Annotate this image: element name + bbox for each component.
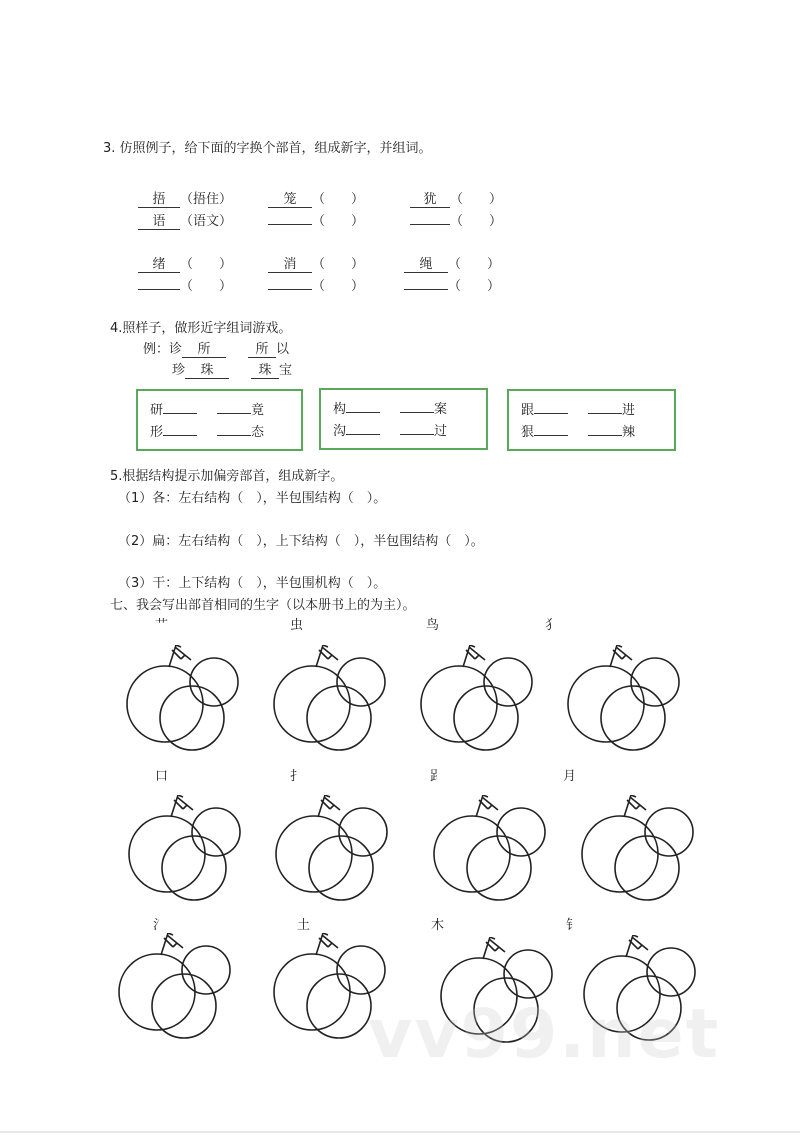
q3-row3-item2 — [268, 253, 364, 273]
q3-row4-item3 — [404, 275, 500, 294]
radical-label: 扌 — [290, 769, 304, 784]
q4-box-blank[interactable] — [400, 412, 434, 413]
radical-label: 𧾷 — [430, 769, 444, 784]
q4-title: 4.照样子，做形近字组词游戏。 — [110, 321, 292, 336]
q3-row2-item1 — [138, 210, 232, 230]
grape-drawing[interactable] — [123, 795, 245, 913]
q4-example-1 — [143, 338, 289, 358]
radical-label: 犭 — [545, 618, 559, 633]
q4-ex-char: 珍 — [172, 363, 186, 378]
q5-item-3: （3）干：上下结构（ ），半包围机构（ ）。 — [118, 576, 387, 591]
q3-paren: （捂住） — [180, 192, 233, 207]
radical-label: 虫 — [290, 618, 304, 633]
radical-label: 钅 — [566, 918, 580, 933]
radical-label: 鸟 — [426, 618, 440, 633]
q3-blank[interactable]: 笼 — [268, 192, 312, 208]
q3-paren: （ ） — [450, 214, 503, 229]
q3-blank[interactable] — [410, 224, 450, 225]
q4-box-char: 进 — [622, 403, 636, 418]
q4-box-char: 过 — [434, 424, 448, 439]
grape-drawing[interactable] — [562, 645, 684, 763]
q4-box-blank[interactable] — [163, 435, 197, 436]
q3-row4-item2 — [268, 275, 364, 294]
q3-row4-item1 — [138, 275, 232, 294]
q4-ex-blank: 所 — [182, 342, 226, 358]
q4-ex-char: 诊 — [169, 342, 183, 357]
radical-label: 口 — [155, 769, 169, 784]
q7-title: 七、我会写出部首相同的生字（以本册书上的为主）。 — [110, 598, 416, 613]
q4-example-label: 例： — [143, 342, 170, 357]
q3-blank[interactable]: 绳 — [404, 257, 448, 273]
grape-drawing[interactable] — [576, 795, 698, 913]
q3-paren: （ ） — [448, 257, 501, 272]
grape-drawing[interactable] — [415, 645, 537, 763]
q3-row2-item2 — [268, 210, 364, 229]
q4-box-blank[interactable] — [217, 435, 251, 436]
q3-paren: （ ） — [448, 279, 501, 294]
q4-box-blank[interactable] — [400, 434, 434, 435]
q3-paren: （ ） — [450, 192, 503, 207]
q4-box-char: 沟 — [333, 424, 347, 439]
q3-blank[interactable] — [268, 224, 312, 225]
q5-item-2: （2）扁：左右结构（ ），上下结构（ ），半包围结构（ ）。 — [118, 534, 484, 549]
q5-title: 5.根据结构提示加偏旁部首，组成新字。 — [110, 469, 344, 484]
q3-paren: （语文） — [180, 214, 233, 229]
q3-blank[interactable]: 语 — [138, 214, 180, 230]
q4-ex-end: 以 — [276, 342, 290, 357]
grape-drawing[interactable] — [428, 795, 550, 913]
q4-box-blank[interactable] — [217, 413, 251, 414]
q4-box-2 — [319, 388, 488, 450]
q3-paren: （ ） — [312, 192, 365, 207]
q4-box-blank[interactable] — [534, 413, 568, 414]
q3-row1-item2 — [268, 188, 364, 208]
q3-blank[interactable] — [138, 289, 180, 290]
q4-box-char: 形 — [150, 425, 164, 440]
radical-label: 月 — [563, 769, 577, 784]
q4-box-blank[interactable] — [346, 434, 380, 435]
q3-paren: （ ） — [312, 279, 365, 294]
q4-box-char: 竟 — [251, 403, 265, 418]
q4-box-char: 辣 — [622, 425, 636, 440]
q3-paren: （ ） — [312, 257, 365, 272]
q4-box-blank[interactable] — [163, 413, 197, 414]
q3-row2-item3 — [410, 210, 502, 229]
q4-ex-end: 宝 — [279, 363, 293, 378]
radical-label: 艹 — [155, 618, 169, 633]
q4-box-char: 构 — [333, 402, 347, 417]
q4-box-blank[interactable] — [588, 413, 622, 414]
watermark-text: vv99.net — [368, 995, 721, 1074]
q4-box-1 — [136, 389, 303, 451]
grape-drawing[interactable] — [113, 933, 235, 1051]
q4-box-3 — [507, 389, 676, 451]
q4-box-blank[interactable] — [588, 435, 622, 436]
q4-ex-blank: 所 — [248, 342, 276, 358]
grape-drawing[interactable] — [270, 795, 392, 913]
radical-label: 土 — [297, 918, 311, 933]
page-bottom-divider — [0, 1131, 800, 1133]
q3-paren: （ ） — [180, 257, 233, 272]
q3-row1-item3 — [410, 188, 502, 208]
q4-box-blank[interactable] — [346, 412, 380, 413]
grape-drawing[interactable] — [121, 645, 243, 763]
q3-paren: （ ） — [312, 214, 365, 229]
q5-item-1: （1）各：左右结构（ ），半包围结构（ ）。 — [118, 491, 387, 506]
q3-row1-item1 — [138, 188, 232, 208]
q4-ex-blank: 珠 — [251, 363, 279, 379]
q3-row3-item3 — [404, 253, 500, 273]
q3-paren: （ ） — [180, 279, 233, 294]
q4-example-2 — [172, 359, 292, 379]
q4-box-char: 研 — [150, 403, 164, 418]
radical-label: 木 — [431, 918, 445, 933]
q3-blank[interactable] — [268, 289, 312, 290]
q3-blank[interactable] — [404, 289, 448, 290]
q4-box-char: 跟 — [521, 403, 535, 418]
q3-title: 3. 仿照例子，给下面的字换个部首，组成新字，并组词。 — [103, 141, 432, 156]
q4-box-char: 狠 — [521, 425, 535, 440]
q3-blank[interactable]: 消 — [268, 257, 312, 273]
q3-row3-item1 — [138, 253, 232, 273]
q4-box-char: 态 — [251, 425, 265, 440]
q3-blank[interactable]: 绪 — [138, 257, 180, 273]
grape-drawing[interactable] — [268, 645, 390, 763]
radical-label: 氵 — [153, 918, 167, 933]
q4-ex-blank: 珠 — [185, 363, 229, 379]
q4-box-char: 案 — [434, 402, 448, 417]
q3-blank[interactable]: 犹 — [410, 192, 450, 208]
q3-blank[interactable]: 捂 — [138, 192, 180, 208]
q4-box-blank[interactable] — [534, 435, 568, 436]
